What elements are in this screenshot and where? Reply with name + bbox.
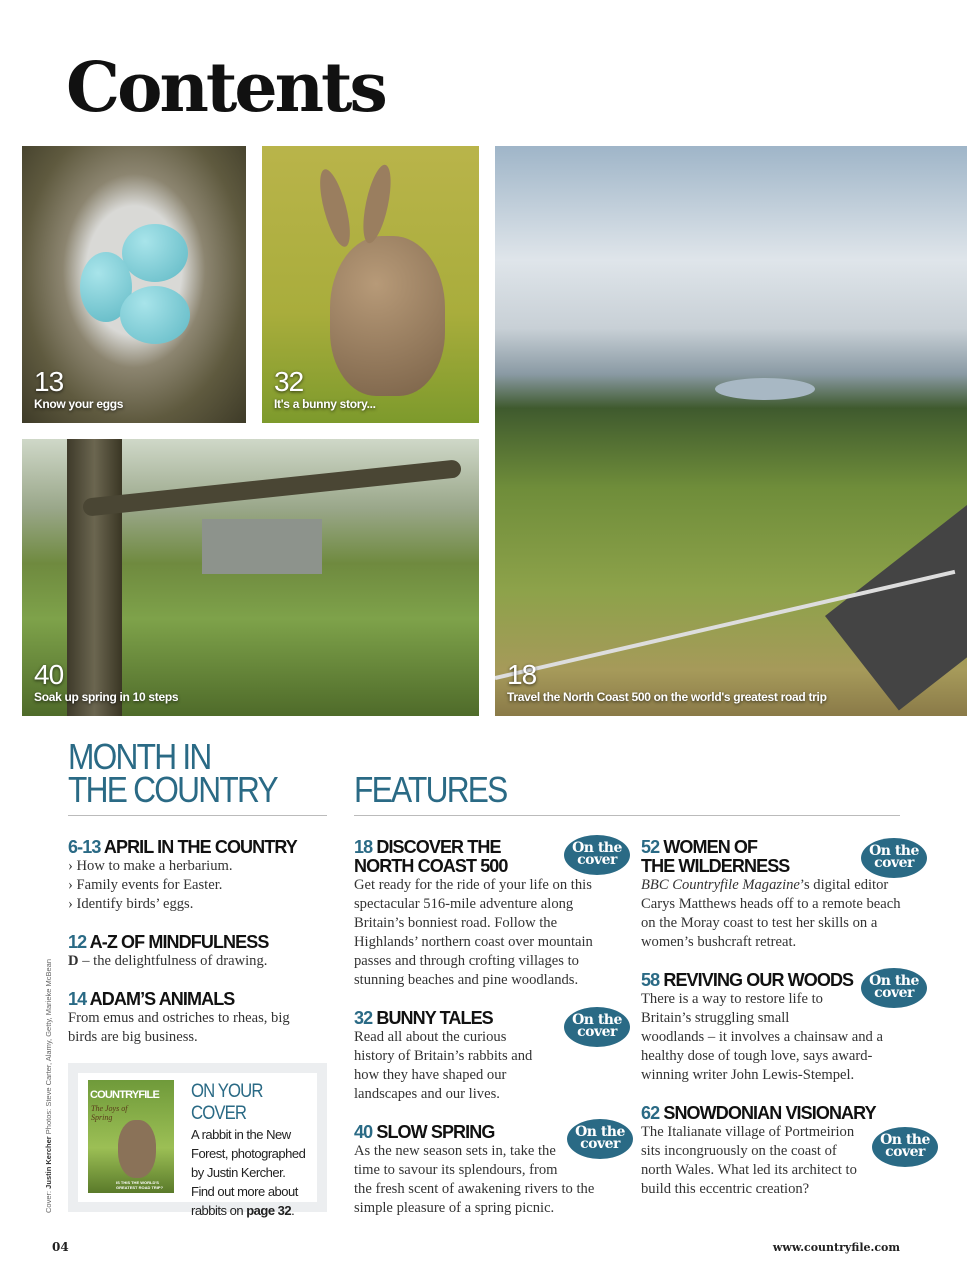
on-the-cover-badge [861, 968, 927, 1008]
credit-label: Cover: [44, 1188, 53, 1213]
photo-rabbit[interactable] [262, 146, 479, 423]
rabbit-ear [358, 163, 396, 246]
photo-caption: Travel the North Coast 500 on the world's greatest road trip [507, 690, 827, 704]
loch [715, 378, 815, 400]
page-number: 6-13 [68, 837, 101, 857]
item-title: BUNNY TALES [376, 1008, 493, 1028]
page-number: 58 [641, 970, 660, 990]
cover-mag-title: COUNTRYFILE [90, 1089, 160, 1101]
item-text: ’s digital editor Carys Matthews heads off to a remote beach on the Moray coast to test her skills on a women’s bushcraft retreat. [641, 877, 901, 950]
item-title: SLOW SPRING [376, 1122, 495, 1142]
item-text: The Italianate village of Portmeirion sits incongruously on the coast of north Wales. What led its architect to build this eccentric creation? [641, 1124, 857, 1197]
credit-photos: Photos: Steve Carter, Alamy, Getty, Marieke McBean [44, 958, 53, 1137]
egg [120, 286, 190, 344]
house [202, 519, 322, 574]
item-title: NORTH COAST 500 [354, 856, 508, 876]
on-the-cover-badge [564, 835, 630, 875]
badge-line: On the [880, 1132, 930, 1148]
tree-branch [82, 459, 462, 517]
photo-caption: Soak up spring in 10 steps [34, 690, 179, 704]
on-the-cover-badge [872, 1127, 938, 1167]
egg [122, 224, 188, 282]
item-text: From emus and ostriches to rheas, big birds are big business. [68, 1010, 290, 1045]
item-title: THE WILDERNESS [641, 856, 790, 876]
page-number: 32 [354, 1008, 373, 1028]
month-item[interactable] [68, 933, 333, 971]
month-item[interactable] [68, 990, 298, 1047]
badge-line: On the [575, 1124, 625, 1140]
magazine-name: BBC Countryfile Magazine [641, 877, 800, 893]
cover-rabbit [118, 1120, 156, 1178]
feature-item[interactable] [354, 1009, 594, 1104]
item-title: SNOWDONIAN VISIONARY [663, 1103, 876, 1123]
badge-line: cover [577, 1024, 617, 1040]
month-heading [68, 736, 277, 810]
page-number: 52 [641, 837, 660, 857]
cover-page-link[interactable]: page 32 [246, 1203, 292, 1218]
item-text: There is a way to restore life to Britain’s struggling small woodlands – it involves a chainsaw and a healthy dose of tough love, says award-winning writer John Lewis-Stempel. [641, 991, 883, 1083]
item-title: A-Z OF MINDFULNESS [89, 932, 269, 952]
page-number: 18 [354, 837, 373, 857]
badge-line: cover [874, 855, 914, 871]
cover-strap: IS THIS THE WORLD'S GREATEST ROAD TRIP? [116, 1180, 164, 1190]
badge-line: On the [572, 1012, 622, 1028]
page-number: 12 [68, 932, 87, 952]
cover-thumbnail[interactable] [88, 1080, 174, 1193]
badge-line: cover [580, 1136, 620, 1152]
badge-line: cover [874, 985, 914, 1001]
on-the-cover-badge [861, 838, 927, 878]
on-your-cover-box [68, 1063, 327, 1218]
on-the-cover-badge [567, 1119, 633, 1159]
photo-nest[interactable] [22, 146, 246, 423]
rabbit-ear [314, 167, 356, 250]
badge-line: cover [885, 1144, 925, 1160]
cover-heading: ON YOUR COVER [191, 1081, 263, 1124]
photo-page-number: 18 [507, 659, 537, 690]
month-item[interactable] [68, 838, 333, 914]
month-heading-line: THE COUNTRY [68, 769, 277, 810]
badge-line: On the [572, 840, 622, 856]
item-title: ADAM’S ANIMALS [89, 989, 235, 1009]
feature-item[interactable] [641, 1103, 876, 1199]
page-number: 62 [641, 1103, 660, 1123]
page-title: Contents [66, 48, 385, 128]
badge-line: cover [577, 852, 617, 868]
feature-item[interactable] [641, 971, 896, 1085]
bullet: › Family events for Easter. [68, 877, 223, 893]
item-title: WOMEN OF [663, 837, 758, 857]
photo-credits [44, 959, 53, 1213]
features-heading: FEATURES [354, 769, 507, 810]
item-title: APRIL IN THE COUNTRY [103, 837, 297, 857]
page-number-footer: 04 [52, 1240, 69, 1254]
photo-page-number: 40 [34, 659, 64, 690]
page-number: 14 [68, 989, 87, 1009]
divider [354, 815, 900, 816]
page-number: 40 [354, 1122, 373, 1142]
item-text: – the delightfulness of drawing. [78, 953, 268, 969]
item-title: REVIVING OUR WOODS [663, 970, 854, 990]
bullet: › Identify birds’ eggs. [68, 896, 194, 912]
on-the-cover-badge [564, 1007, 630, 1047]
photo-north-coast-road[interactable] [495, 146, 967, 716]
item-text: Get ready for the ride of your life on this spectacular 516-mile adventure along Britain’s bonniest road. Follow the Highlands’ northern coast over mountain passes and through crofting villages to stunning beaches and pine woodlands. [354, 877, 593, 988]
bullet: › How to make a herbarium. [68, 858, 233, 874]
website-url[interactable]: www.countryfile.com [772, 1241, 900, 1254]
photo-page-number: 32 [274, 366, 304, 397]
photo-spring-garden[interactable] [22, 439, 479, 716]
photo-page-number: 13 [34, 366, 64, 397]
item-title: DISCOVER THE [376, 837, 501, 857]
credit-name: Justin Kercher [44, 1136, 53, 1189]
cover-text-end: . [291, 1203, 295, 1218]
month-heading-line: MONTH IN [68, 736, 211, 777]
badge-line: On the [869, 843, 919, 859]
lead-letter: D [68, 953, 79, 969]
item-text: As the new season sets in, take the time to savour its splendours, from the fresh scent of awakening rivers to the simple pleasure of a spring picnic. [354, 1143, 595, 1216]
cover-mag-subtitle: The Joys of Spring [91, 1104, 128, 1122]
divider [68, 815, 327, 816]
photo-caption: Know your eggs [34, 397, 124, 411]
item-text: Read all about the curious history of Britain’s rabbits and how they have shaped our landscapes and our lives. [354, 1029, 533, 1102]
cover-text: A rabbit in the New Forest, photographed by Justin Kercher. Find out more about rabbits on [191, 1127, 306, 1218]
badge-line: On the [869, 973, 919, 989]
photo-caption: It's a bunny story... [274, 397, 376, 411]
